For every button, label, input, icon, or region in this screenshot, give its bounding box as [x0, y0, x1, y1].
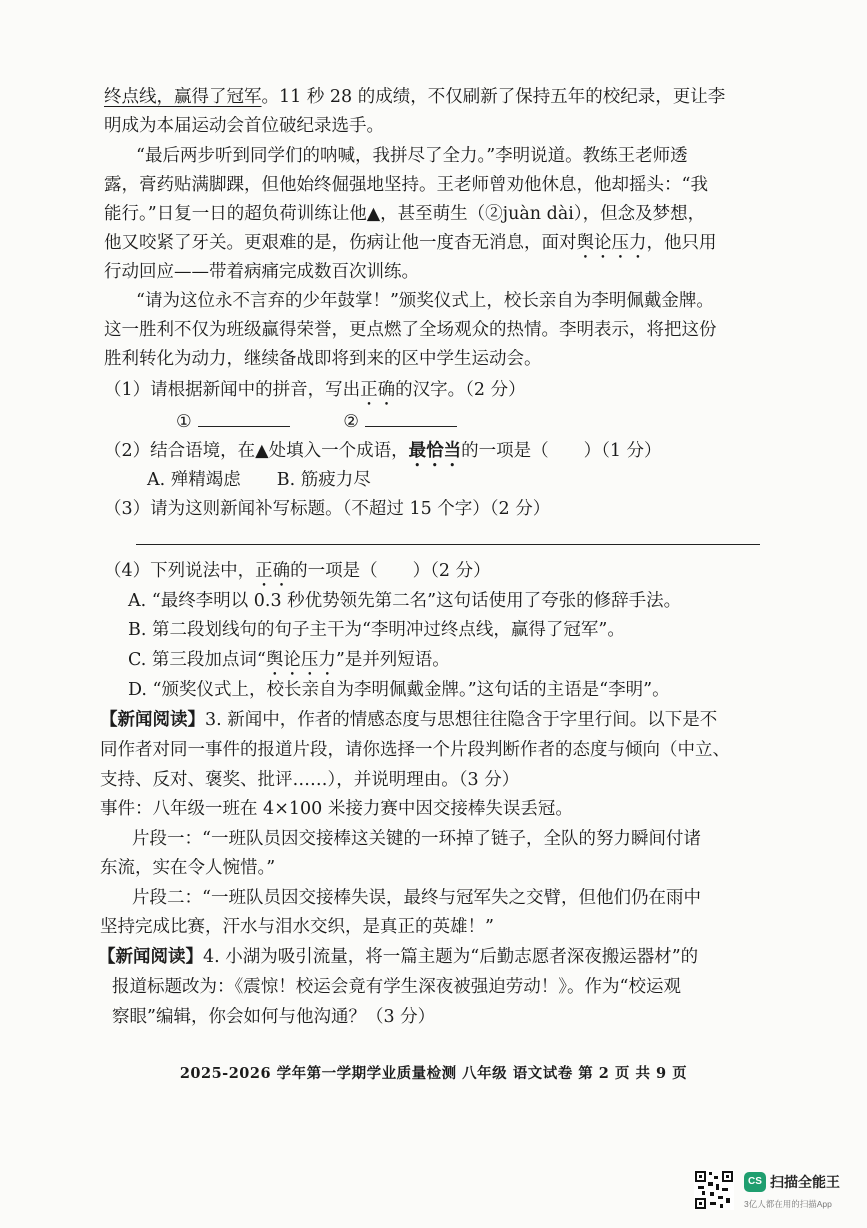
section-tag: 【新闻阅读】 [98, 947, 203, 967]
answer-blank-2[interactable] [365, 408, 457, 427]
question-4-option-d[interactable]: D. “颁奖仪式上，校长亲自为李明佩戴金牌。”这句话的主语是“李明”。 [128, 680, 670, 700]
app-badge-icon: CS [744, 1172, 766, 1192]
title-answer-line[interactable] [136, 544, 760, 545]
fragment-1-line-2: 东流，实在令人惋惜。” [100, 858, 276, 878]
qr-code-icon [694, 1170, 734, 1210]
paragraph-1-line-1: 终点线，赢得了冠军。11 秒 28 的成绩，不仅刷新了保持五年的校纪录，更让李 [104, 87, 726, 107]
news-reading-4-line-1: 【新闻阅读】4. 小湖为吸引流量，将一篇主题为“后勤志愿者深夜搬运器材”的 [98, 947, 699, 967]
underlined-sentence: 终点线，赢得了冠军 [104, 87, 262, 107]
paragraph-3-line-1: “请为这位永不言弃的少年鼓掌！”颁奖仪式上，校长亲自为李明佩戴金牌。 [136, 291, 714, 311]
news-reading-4-line-2: 报道标题改为：《震惊！校运会竟有学生深夜被强迫劳动！》。作为“校运观 [112, 977, 681, 997]
app-tagline: 3亿人都在用的扫描App [744, 1199, 832, 1209]
scanner-watermark [694, 1170, 864, 1224]
paragraph-2-line-1: “最后两步听到同学们的呐喊，我拼尽了全力。”李明说道。教练王老师透 [136, 146, 688, 166]
question-1-answer-blanks: ① ② [176, 408, 772, 435]
section-tag: 【新闻阅读】 [100, 710, 205, 730]
question-4-option-b[interactable]: B. 第二段划线句的句子主干为“李明冲过终点线，赢得了冠军”。 [128, 620, 625, 640]
news-reading-3-line-1: 【新闻阅读】3. 新闻中，作者的情感态度与思想往往隐含于字里行间。以下是不 [100, 710, 718, 730]
paragraph-3-line-3: 胜利转化为动力，继续备战即将到来的区中学生运动会。 [104, 349, 542, 369]
paragraph-2-line-5: 行动回应——带着病痛完成数百次训练。 [104, 262, 419, 282]
answer-blank-1[interactable] [198, 408, 290, 427]
option-a[interactable]: A. 殚精竭虑 [147, 470, 241, 490]
question-2-options [147, 467, 772, 493]
fragment-2-line-1: 片段二：“一班队员因交接棒失误，最终与冠军失之交臂，但他们仍在雨中 [132, 888, 701, 908]
option-b[interactable]: B. 筋疲力尽 [276, 470, 371, 490]
event-description: 事件：八年级一班在 4×100 米接力赛中因交接棒失误丢冠。 [100, 799, 573, 819]
blank-triangle-marker: ▲ [366, 204, 381, 224]
paragraph-2-line-4: 他又咬紧了牙关。更艰难的是，伤病让他一度杳无消息，面对舆论压力，他只用 [104, 233, 717, 253]
question-2: （2）结合语境，在▲处填入一个成语，最恰当的一项是（ ）（1 分） [104, 441, 662, 461]
question-3: （3）请为这则新闻补写标题。（不超过 15 个字）（2 分） [104, 499, 551, 519]
news-reading-3-line-3: 支持、反对、褒奖、批评……），并说明理由。（3 分） [100, 770, 520, 790]
paragraph-2-line-2: 露，膏药贴满脚踝，但他始终倔强地坚持。王老师曾劝他休息，他却摇头：“我 [104, 175, 708, 195]
question-1: （1）请根据新闻中的拼音，写出正确的汉字。（2 分） [104, 380, 526, 400]
dotted-phrase: 舆论压力 [576, 233, 647, 253]
fragment-2-line-2: 坚持完成比赛，汗水与泪水交织，是真正的英雄！” [100, 917, 494, 937]
paragraph-3-line-2: 这一胜利不仅为班级赢得荣誉，更点燃了全场观众的热情。李明表示，将把这份 [104, 320, 717, 340]
news-reading-4-line-3: 察眼”编辑，你会如何与他沟通？（3 分） [112, 1007, 436, 1027]
app-brand-name: 扫描全能王 [770, 1174, 840, 1190]
fragment-1-line-1: 片段一：“一班队员因交接棒这关键的一环掉了链子，全队的努力瞬间付诸 [132, 829, 701, 849]
page-footer: 2025-2026 学年第一学期学业质量检测 八年级 语文试卷 第 2 页 共 9 页 [179, 1065, 688, 1082]
news-reading-3-line-2: 同作者对同一事件的报道片段，请你选择一个片段判断作者的态度与倾向（中立、 [100, 740, 730, 760]
paragraph-1-line-2: 明成为本届运动会首位破纪录选手。 [104, 116, 384, 136]
question-4-option-a[interactable]: A. “最终李明以 0.3 秒优势领先第二名”这句话使用了夸张的修辞手法。 [128, 591, 682, 611]
paragraph-2-line-3: 能行。”日复一日的超负荷训练让他▲，甚至萌生（②juàn dài），但念及梦想， [104, 204, 706, 224]
question-4-option-c[interactable]: C. 第三段加点词“舆论压力”是并列短语。 [128, 650, 450, 670]
question-4: （4）下列说法中，正确的一项是（ ）（2 分） [104, 561, 491, 581]
